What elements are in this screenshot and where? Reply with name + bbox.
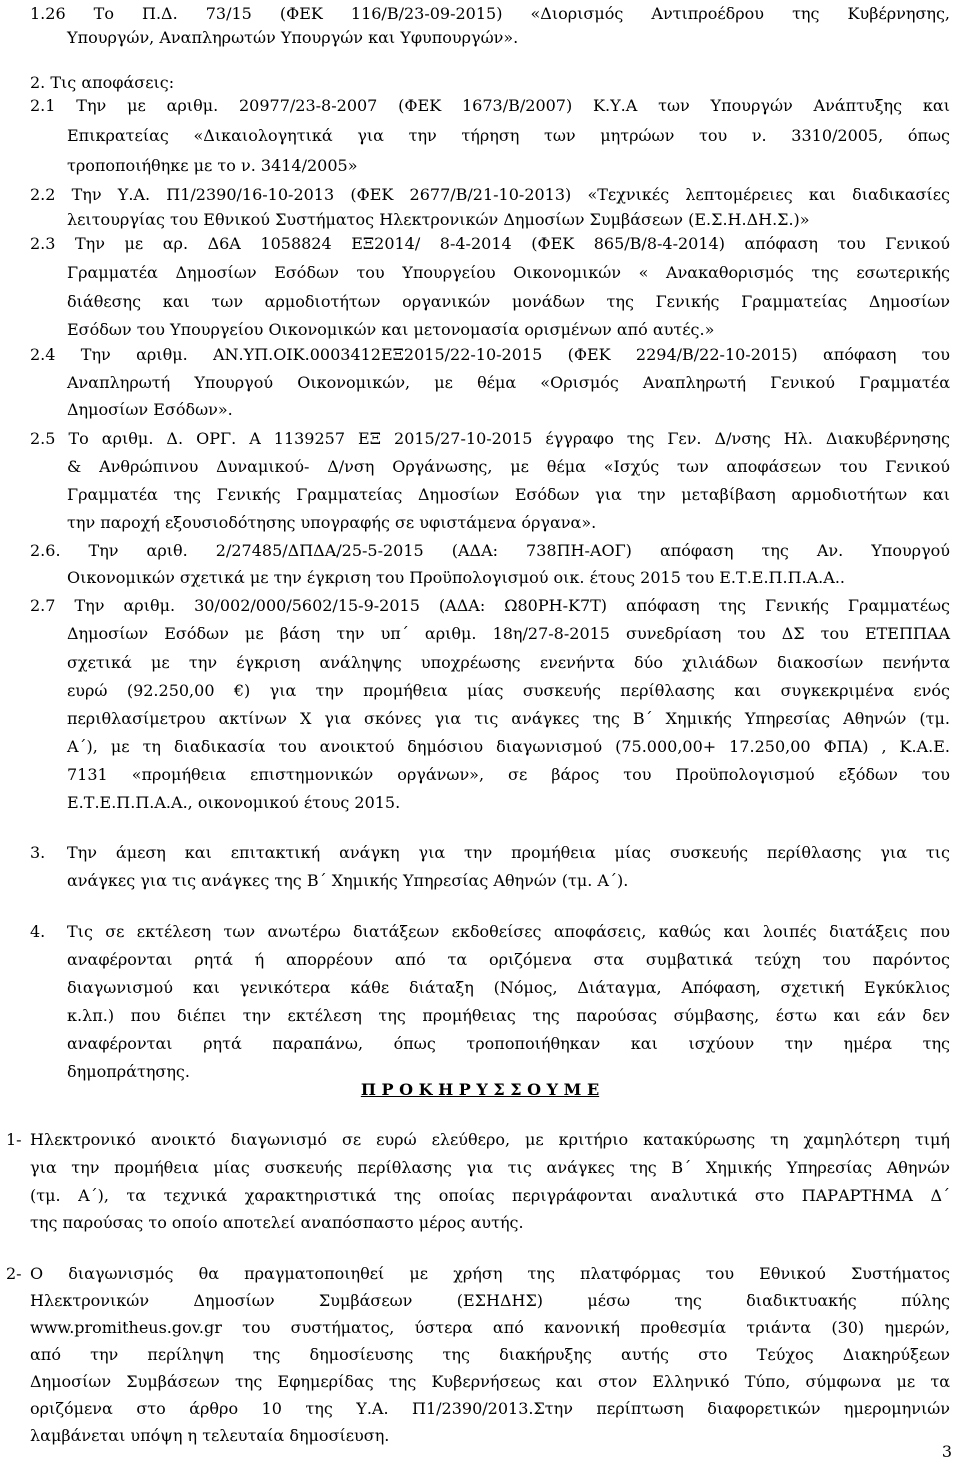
- announcement-2-line-5: Δημοσίων Συμβάσεων της Εφημερίδας της Κυβερνήσεως και στον Ελληνικό Τύπο, σύμφωνα με τα: [30, 1372, 950, 1391]
- paragraph-2-1-line-1: 2.1 Την με αριθμ. 20977/23-8-2007 (ΦΕΚ 1673/Β/2007) Κ.Υ.Α των Υπουργών Ανάπτυξης και: [30, 96, 950, 115]
- announcement-1-label: 1-: [6, 1130, 22, 1149]
- announcement-2-line-1: Ο διαγωνισμός θα πραγματοποιηθεί με χρήση της πλατφόρμας του Εθνικού Συστήματος: [30, 1264, 950, 1283]
- item-4-line-3: διαγωνισμού και γενικότερα κάθε διάταξη (Νόμος, Διάταγμα, Απόφαση, σχετική Εγκύκλιος: [67, 978, 950, 997]
- paragraph-2-6-line-2: Οικονομικών σχετικά με την έγκριση του Προϋπολογισμού οικ. έτους 2015 του Ε.Τ.Ε.Π.Π.Α.Α..: [67, 568, 845, 587]
- page-number: 3: [941, 1442, 952, 1461]
- announcement-2-line-3: www.promitheus.gov.gr του συστήματος, ύστερα από κανονική προθεσμία τριάντα (30) ημερών,: [30, 1318, 950, 1337]
- paragraph-1-26-line-1: 1.26 Το Π.Δ. 73/15 (ΦΕΚ 116/Β/23-09-2015) «Διορισμός Αντιπροέδρου της Κυβέρνησης,: [30, 4, 950, 23]
- announcement-2-line-2: Ηλεκτρονικών Δημοσίων Συμβάσεων (ΕΣΗΔΗΣ) μέσω της διαδικτυακής πύλης: [30, 1291, 950, 1310]
- paragraph-2-7-line-4: ευρώ (92.250,00 €) για την προμήθεια μίας συσκευής περίθλασης και συγκεκριμένα ενός: [67, 681, 950, 700]
- item-4-line-1: Τις σε εκτέλεση των ανωτέρω διατάξεων εκδοθείσες αποφάσεις, καθώς και λοιπές διατάξεις που: [67, 922, 950, 941]
- paragraph-2-5-line-4: την παροχή εξουσιοδότησης υπογραφής σε υφιστάμενα όργανα».: [67, 513, 597, 532]
- announcement-1-line-2: για την προμήθεια μίας συσκευής περίθλασης για τις ανάγκες της Β΄ Χημικής Υπηρεσίας Αθηνών: [30, 1158, 950, 1177]
- paragraph-2-2-line-1: 2.2 Την Υ.Α. Π1/2390/16-10-2013 (ΦΕΚ 2677/Β/21-10-2013) «Τεχνικές λεπτομέρειες και διαδικασίες: [30, 185, 950, 204]
- announcement-2-line-7: λαμβάνεται υπόψη η τελευταία δημοσίευση.: [30, 1426, 390, 1445]
- paragraph-2-7-line-5: περιθλασίμετρου ακτίνων Χ για σκόνες για τις ανάγκες της Β΄ Χημικής Υπηρεσίας Αθηνών (τμ.: [67, 709, 950, 728]
- paragraph-2-1-line-3: τροποποιήθηκε με το ν. 3414/2005»: [67, 156, 358, 175]
- paragraph-2-7-line-3: σχετικά με την έγκριση ανάληψης υποχρέωσης ενενήντα δύο χιλιάδων διακοσίων πενήντα: [67, 653, 950, 672]
- announcement-2-line-4: από την περίληψη της δημοσίευσης της διακήρυξης αυτής στο Τεύχος Διακηρύξεων: [30, 1345, 950, 1364]
- item-4-line-5: αναφέρονται ρητά παραπάνω, όπως τροποποιήθηκαν και ισχύουν την ημέρα της: [67, 1034, 950, 1053]
- paragraph-2-3-line-4: Εσόδων του Υπουργείου Οικονομικών και μετονομασία ορισμένων από αυτές.»: [67, 320, 715, 339]
- item-3-label: 3.: [30, 843, 46, 862]
- paragraph-2-7-line-7: 7131 «προμήθεια επιστημονικών οργάνων», σε βάρος του Προϋπολογισμού εξόδων του: [67, 765, 950, 784]
- paragraph-2-3-line-1: 2.3 Την με αρ. Δ6Α 1058824 ΕΞ2014/ 8-4-2014 (ΦΕΚ 865/Β/8-4-2014) απόφαση του Γενικού: [30, 234, 950, 253]
- paragraph-2-7-line-2: Δημοσίων Εσόδων με βάση την υπ΄ αριθμ. 18η/27-8-2015 συνεδρίαση του ΔΣ του ΕΤΕΠΠΑΑ: [67, 624, 950, 643]
- paragraph-2-4-line-3: Δημοσίων Εσόδων».: [67, 400, 233, 419]
- paragraph-2-3-line-2: Γραμματέα Δημοσίων Εσόδων του Υπουργείου Οικονομικών « Ανακαθορισμός της εσωτερικής: [67, 263, 950, 282]
- announcement-1-line-3: (τμ. Α΄), τα τεχνικά χαρακτηριστικά της οποίας περιγράφονται αναλυτικά στο ΠΑΡΑΡΤΗΜΑ Δ΄: [30, 1186, 950, 1205]
- item-4-label: 4.: [30, 922, 46, 941]
- section-2-title: 2. Τις αποφάσεις:: [30, 73, 175, 92]
- paragraph-2-4-line-2: Αναπληρωτή Υπουργού Οικονομικών, με θέμα «Ορισμός Αναπληρωτή Γενικού Γραμματέα: [67, 373, 950, 392]
- paragraph-2-7-line-1: 2.7 Την αριθμ. 30/002/000/5602/15-9-2015 (ΑΔΑ: Ω80ΡΗ-Κ7Τ) απόφαση της Γενικής Γραμματέως: [30, 596, 950, 615]
- announcement-2-line-6: οριζόμενα στο άρθρο 10 της Υ.Α. Π1/2390/2013.Στην περίπτωση διαφορετικών ημερομηνιών: [30, 1399, 950, 1418]
- announcement-1-line-4: της παρούσας το οποίο αποτελεί αναπόσπαστο μέρος αυτής.: [30, 1213, 524, 1232]
- paragraph-2-6-line-1: 2.6. Την αριθ. 2/27485/ΔΠΔΑ/25-5-2015 (ΑΔΑ: 738ΠΗ-ΑΟΓ) απόφαση της Αν. Υπουργού: [30, 541, 950, 560]
- item-4-line-4: κ.λπ.) που διέπει την εκτέλεση της προμήθειας της παρούσας σύμβασης, έστω και εάν δεν: [67, 1006, 950, 1025]
- paragraph-2-7-line-8: Ε.Τ.Ε.Π.Π.Α.Α., οικονομικού έτους 2015.: [67, 793, 401, 812]
- paragraph-2-3-line-3: διάθεσης και των αρμοδιοτήτων οργανικών μονάδων της Γενικής Γραμματείας Δημοσίων: [67, 292, 950, 311]
- paragraph-2-7-line-6: Α΄), με τη διαδικασία του ανοικτού δημόσιου διαγωνισμού (75.000,00+ 17.250,00 ΦΠΑ) , Κ.Α.Ε.: [67, 737, 950, 756]
- announcement-1-line-1: Ηλεκτρονικό ανοικτό διαγωνισμό σε ευρώ ελεύθερο, με κριτήριο κατακύρωσης τη χαμηλότερη τιμή: [30, 1130, 950, 1149]
- paragraph-1-26-line-2: Υπουργών, Αναπληρωτών Υπουργών και Υφυπουργών».: [67, 28, 519, 47]
- paragraph-2-1-line-2: Επικρατείας «Δικαιολογητικά για την τήρηση των μητρώων του ν. 3310/2005, όπως: [67, 126, 950, 145]
- item-3-line-1: Την άμεση και επιτακτική ανάγκη για την προμήθεια μίας συσκευής περίθλασης για τις: [67, 843, 950, 862]
- paragraph-2-5-line-3: Γραμματέα της Γενικής Γραμματείας Δημοσίων Εσόδων για την μεταβίβαση αρμοδιοτήτων και: [67, 485, 950, 504]
- paragraph-2-5-line-2: & Ανθρώπινου Δυναμικού- Δ/νση Οργάνωσης, με θέμα «Ισχύς των αποφάσεων του Γενικού: [67, 457, 950, 476]
- announcement-2-label: 2-: [6, 1264, 22, 1283]
- item-3-line-2: ανάγκες για τις ανάγκες της Β΄ Χημικής Υπηρεσίας Αθηνών (τμ. Α΄).: [67, 871, 629, 890]
- paragraph-2-5-line-1: 2.5 Το αριθμ. Δ. ΟΡΓ. Α 1139257 ΕΞ 2015/27-10-2015 έγγραφο της Γεν. Δ/νσης Ηλ. Διακυβέρνησης: [30, 429, 950, 448]
- item-4-line-2: αναφέρονται ρητά ή απορρέουν από τα οριζόμενα στα συμβατικά τεύχη του παρόντος: [67, 950, 950, 969]
- proclamation-heading: Π Ρ Ο Κ Η Ρ Υ Σ Σ Ο Υ Μ Ε: [360, 1080, 600, 1099]
- paragraph-2-2-line-2: λειτουργίας του Εθνικού Συστήματος Ηλεκτρονικών Δημοσίων Συμβάσεων (Ε.Σ.Η.ΔΗ.Σ.)»: [67, 210, 810, 229]
- item-4-line-6: δημοπράτησης.: [67, 1062, 190, 1081]
- paragraph-2-4-line-1: 2.4 Την αριθμ. ΑΝ.ΥΠ.ΟΙΚ.0003412ΕΞ2015/22-10-2015 (ΦΕΚ 2294/Β/22-10-2015) απόφαση του: [30, 345, 950, 364]
